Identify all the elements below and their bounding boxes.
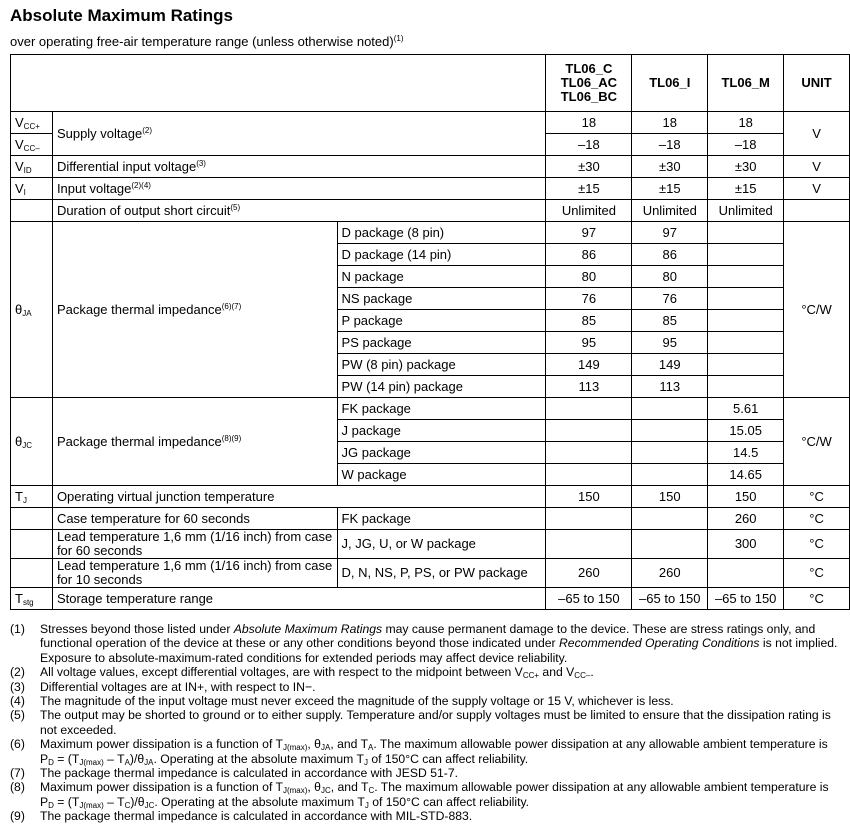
value-cell: 149 bbox=[632, 354, 708, 376]
unit-cell: V bbox=[784, 178, 850, 200]
package-cell: PW (14 pin) package bbox=[337, 376, 546, 398]
package-cell: NS package bbox=[337, 288, 546, 310]
value-cell: –18 bbox=[546, 134, 632, 156]
value-cell: 95 bbox=[546, 332, 632, 354]
param-cell: Differential input voltage$^{(3)}$ bbox=[52, 156, 546, 178]
symbol-cell: $T_J$ bbox=[11, 486, 53, 508]
unit-cell: °C bbox=[784, 530, 850, 559]
value-cell: 95 bbox=[632, 332, 708, 354]
value-cell: ±15 bbox=[632, 178, 708, 200]
value-cell bbox=[632, 398, 708, 420]
value-cell: 86 bbox=[546, 244, 632, 266]
value-cell bbox=[546, 420, 632, 442]
symbol-cell: $\theta_{JC}$ bbox=[11, 398, 53, 486]
value-cell: 80 bbox=[546, 266, 632, 288]
param-cell: Lead temperature 1,6 mm (1/16 inch) from case for 60 seconds bbox=[52, 530, 337, 559]
value-cell: 149 bbox=[546, 354, 632, 376]
value-cell: 113 bbox=[546, 376, 632, 398]
table-row bbox=[11, 222, 850, 244]
table-row bbox=[11, 588, 850, 610]
symbol-cell: $V_I$ bbox=[11, 178, 53, 200]
header-col-c: TL06_C TL06_AC TL06_BC bbox=[546, 55, 632, 112]
value-cell bbox=[546, 442, 632, 464]
footnote: (4) The magnitude of the input voltage must never exceed the magnitude of the supply voltage or 15 V, whichever is less. bbox=[10, 694, 674, 709]
symbol-cell: $V_{CC+}$ bbox=[11, 112, 53, 134]
footnote: (2) All voltage values, except differential voltages, are with respect to the midpoint between $V_{CC+}$ and $V_{CC-}$. bbox=[10, 665, 594, 681]
value-cell: 76 bbox=[546, 288, 632, 310]
symbol-cell: $\theta_{JA}$ bbox=[11, 222, 53, 398]
package-cell: PW (8 pin) package bbox=[337, 354, 546, 376]
unit-cell: °C bbox=[784, 508, 850, 530]
value-cell: Unlimited bbox=[546, 200, 632, 222]
param-cell: Case temperature for 60 seconds bbox=[52, 508, 337, 530]
header-row bbox=[11, 55, 850, 112]
value-cell: 260 bbox=[632, 559, 708, 588]
value-cell: –18 bbox=[708, 134, 784, 156]
footnote: (6) Maximum power dissipation is a function of $T_{J(max)}$, $\theta_{JA}$, and $T_A$. The maximum allowable power dissipation at any allowable ambient temperature is $P_D = (T_{J(max)} - T_A)/\theta_{JA}$. Operating at the absolute maximum $T_J$ of 150°C can affect reliability. bbox=[10, 737, 828, 767]
param-cell: Input voltage$^{(2)(4)}$ bbox=[52, 178, 546, 200]
param-cell: Supply voltage$^{(2)}$ bbox=[52, 112, 546, 156]
value-cell: Unlimited bbox=[708, 200, 784, 222]
ratings-table bbox=[10, 54, 850, 610]
table-row bbox=[11, 156, 850, 178]
value-cell bbox=[546, 464, 632, 486]
package-cell: FK package bbox=[337, 398, 546, 420]
package-cell: J package bbox=[337, 420, 546, 442]
value-cell bbox=[708, 559, 784, 588]
value-cell: –65 to 150 bbox=[546, 588, 632, 610]
value-cell: 260 bbox=[546, 559, 632, 588]
value-cell bbox=[708, 222, 784, 244]
header-unit: UNIT bbox=[784, 55, 850, 112]
page-title: Absolute Maximum Ratings bbox=[10, 6, 233, 25]
value-cell: 300 bbox=[708, 530, 784, 559]
value-cell bbox=[708, 244, 784, 266]
value-cell: 14.65 bbox=[708, 464, 784, 486]
value-cell bbox=[708, 310, 784, 332]
footnote: (8) Maximum power dissipation is a function of $T_{J(max)}$, $\theta_{JC}$, and $T_C$. The maximum allowable power dissipation at any allowable ambient temperature is $P_D = (T_{J(max)} - T_C)/\theta_{JC}$. Operating at the absolute maximum $T_J$ of 150°C can affect reliability. bbox=[10, 780, 829, 810]
footnote: (1) Stresses beyond those listed under Absolute Maximum Ratings may cause permanent damage to the device. These are stress ratings only, and functional operation of the device at these or any other conditions beyond those indicated under Recommended Operating Conditions is not implied. Exposure to absolute-maximum-rated conditions for extended periods may affect device reliability. bbox=[10, 622, 838, 665]
unit-cell: °C bbox=[784, 559, 850, 588]
table-row bbox=[11, 178, 850, 200]
symbol-cell: $V_{ID}$ bbox=[11, 156, 53, 178]
param-cell: Operating virtual junction temperature bbox=[52, 486, 546, 508]
value-cell: 85 bbox=[632, 310, 708, 332]
unit-cell: °C bbox=[784, 486, 850, 508]
package-cell: D, N, NS, P, PS, or PW package bbox=[337, 559, 546, 588]
package-cell: FK package bbox=[337, 508, 546, 530]
param-cell: Package thermal impedance$^{(8)(9)}$ bbox=[52, 398, 337, 486]
value-cell bbox=[708, 266, 784, 288]
package-cell: W package bbox=[337, 464, 546, 486]
value-cell: –65 to 150 bbox=[632, 588, 708, 610]
package-cell: JG package bbox=[337, 442, 546, 464]
value-cell: 80 bbox=[632, 266, 708, 288]
value-cell bbox=[632, 464, 708, 486]
unit-cell: °C bbox=[784, 588, 850, 610]
value-cell: 150 bbox=[632, 486, 708, 508]
value-cell: 150 bbox=[546, 486, 632, 508]
package-cell: N package bbox=[337, 266, 546, 288]
param-cell: Package thermal impedance$^{(6)(7)}$ bbox=[52, 222, 337, 398]
header-col-m: TL06_M bbox=[708, 55, 784, 112]
table-row bbox=[11, 398, 850, 420]
footnotes bbox=[10, 622, 840, 824]
package-cell: J, JG, U, or W package bbox=[337, 530, 546, 559]
unit-cell: °C/W bbox=[784, 398, 850, 486]
param-cell: Storage temperature range bbox=[52, 588, 546, 610]
package-cell: D package (8 pin) bbox=[337, 222, 546, 244]
symbol-cell bbox=[11, 200, 53, 222]
symbol-cell bbox=[11, 508, 53, 530]
footnote: (5) The output may be shorted to ground or to either supply. Temperature and/or supply voltages must be limited to ensure that the dissipation rating is not exceeded. bbox=[10, 708, 831, 737]
table-row bbox=[11, 559, 850, 588]
footnote: (3) Differential voltages are at IN+, with respect to IN−. bbox=[10, 679, 316, 694]
value-cell bbox=[708, 288, 784, 310]
value-cell bbox=[546, 508, 632, 530]
value-cell: 260 bbox=[708, 508, 784, 530]
value-cell: Unlimited bbox=[632, 200, 708, 222]
value-cell: –18 bbox=[632, 134, 708, 156]
value-cell bbox=[632, 508, 708, 530]
table-row bbox=[11, 200, 850, 222]
table-row bbox=[11, 530, 850, 559]
unit-cell: V bbox=[784, 156, 850, 178]
unit-cell: V bbox=[784, 112, 850, 156]
table-row bbox=[11, 112, 850, 134]
symbol-cell: $V_{CC-}$ bbox=[11, 134, 53, 156]
value-cell bbox=[546, 530, 632, 559]
header-blank bbox=[11, 55, 546, 112]
value-cell: 18 bbox=[708, 112, 784, 134]
value-cell bbox=[708, 376, 784, 398]
value-cell: ±15 bbox=[546, 178, 632, 200]
value-cell bbox=[708, 354, 784, 376]
value-cell: 97 bbox=[632, 222, 708, 244]
value-cell bbox=[708, 332, 784, 354]
subtitle: over operating free-air temperature range (unless otherwise noted)$^{(1)}$ bbox=[10, 34, 404, 49]
value-cell: ±30 bbox=[546, 156, 632, 178]
table-row bbox=[11, 508, 850, 530]
value-cell bbox=[546, 398, 632, 420]
footnote: (7) The package thermal impedance is calculated in accordance with JESD 51-7. bbox=[10, 766, 458, 781]
value-cell: 14.5 bbox=[708, 442, 784, 464]
value-cell: 86 bbox=[632, 244, 708, 266]
value-cell: 18 bbox=[546, 112, 632, 134]
value-cell: 18 bbox=[632, 112, 708, 134]
value-cell: 97 bbox=[546, 222, 632, 244]
unit-cell: °C/W bbox=[784, 222, 850, 398]
param-cell: Duration of output short circuit$^{(5)}$ bbox=[52, 200, 546, 222]
package-cell: P package bbox=[337, 310, 546, 332]
param-cell: Lead temperature 1,6 mm (1/16 inch) from case for 10 seconds bbox=[52, 559, 337, 588]
table-row bbox=[11, 486, 850, 508]
symbol-cell: $T_{stg}$ bbox=[11, 588, 53, 610]
value-cell bbox=[632, 442, 708, 464]
value-cell: 76 bbox=[632, 288, 708, 310]
value-cell: –65 to 150 bbox=[708, 588, 784, 610]
value-cell: 113 bbox=[632, 376, 708, 398]
value-cell bbox=[632, 420, 708, 442]
footnote: (9) The package thermal impedance is calculated in accordance with MIL-STD-883. bbox=[10, 809, 473, 824]
package-cell: D package (14 pin) bbox=[337, 244, 546, 266]
value-cell: ±30 bbox=[708, 156, 784, 178]
symbol-cell bbox=[11, 559, 53, 588]
header-col-i: TL06_I bbox=[632, 55, 708, 112]
package-cell: PS package bbox=[337, 332, 546, 354]
unit-cell bbox=[784, 200, 850, 222]
value-cell: ±30 bbox=[632, 156, 708, 178]
value-cell: 150 bbox=[708, 486, 784, 508]
value-cell: 15.05 bbox=[708, 420, 784, 442]
value-cell: ±15 bbox=[708, 178, 784, 200]
value-cell: 5.61 bbox=[708, 398, 784, 420]
value-cell bbox=[632, 530, 708, 559]
value-cell: 85 bbox=[546, 310, 632, 332]
symbol-cell bbox=[11, 530, 53, 559]
